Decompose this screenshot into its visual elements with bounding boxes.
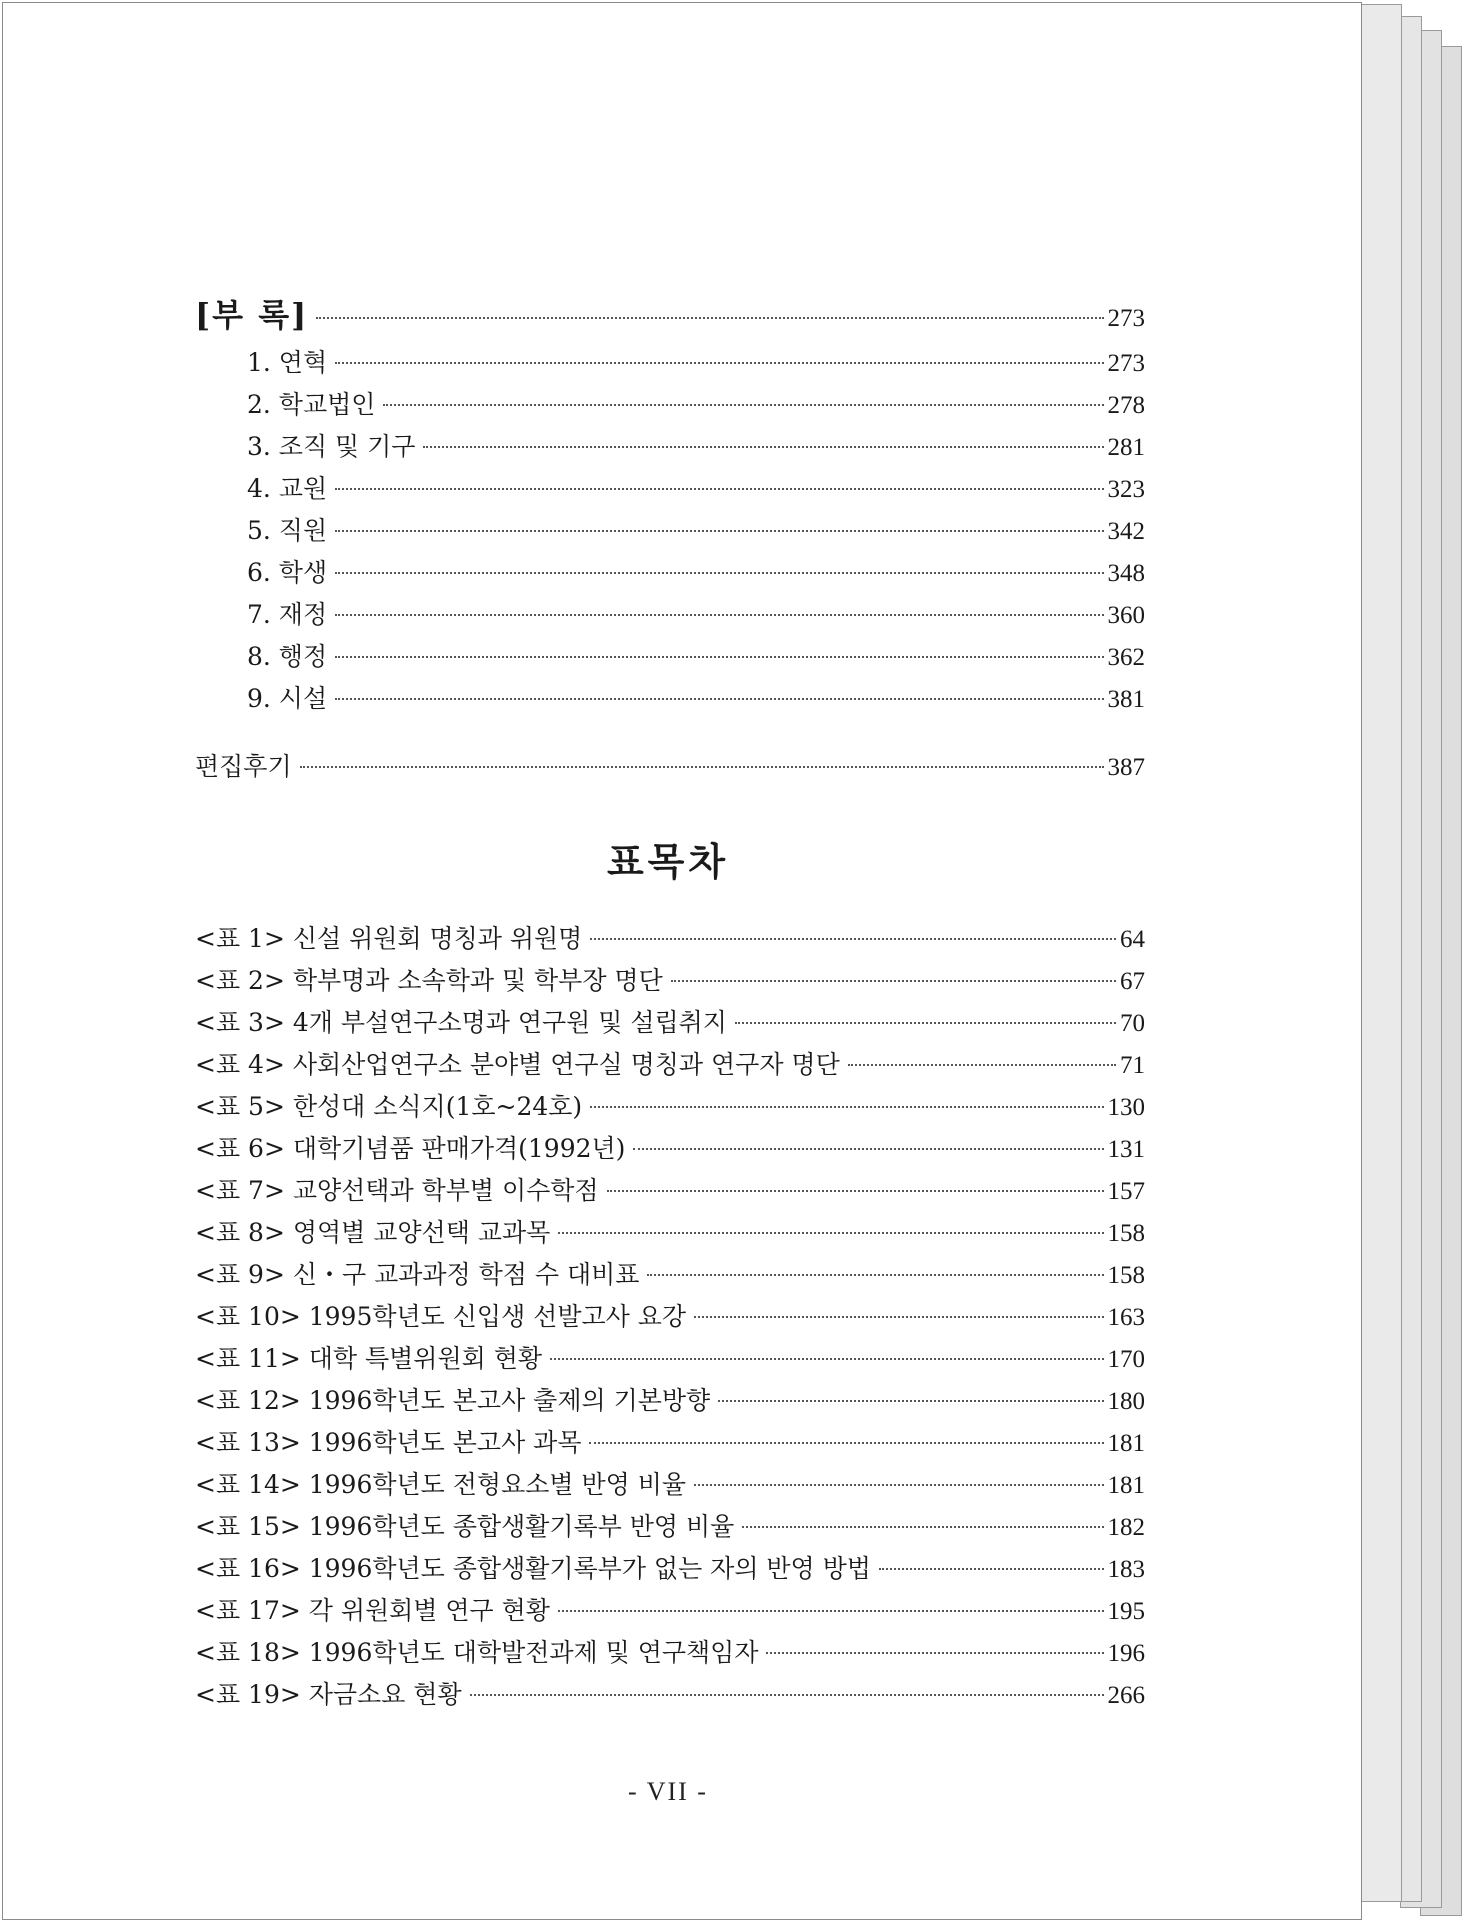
toc-entry-page: 163: [1107, 1304, 1145, 1331]
dot-leader: [335, 530, 1103, 532]
dot-leader: [590, 1106, 1103, 1108]
dot-leader: [470, 1694, 1104, 1696]
toc-entry-page: 362: [1107, 644, 1145, 671]
toc-entry-page: 360: [1107, 602, 1145, 629]
table-list-entry[interactable]: [195, 1215, 1145, 1251]
table-list-entry[interactable]: [195, 1593, 1145, 1629]
dot-leader: [335, 614, 1103, 616]
dot-leader: [694, 1316, 1103, 1318]
toc-entry-page: 70: [1120, 1010, 1145, 1037]
table-list-entry[interactable]: [195, 1341, 1145, 1377]
toc-entry-appendix[interactable]: [195, 297, 1145, 333]
dot-leader: [647, 1274, 1103, 1276]
toc-entry[interactable]: [247, 639, 1145, 675]
dot-leader: [633, 1148, 1103, 1150]
toc-entry-page: 342: [1107, 518, 1145, 545]
table-list-entry[interactable]: [195, 1257, 1145, 1293]
toc-entry[interactable]: [247, 345, 1145, 381]
toc-entry-page: 71: [1120, 1052, 1145, 1079]
dot-leader: [423, 446, 1103, 448]
toc-entry[interactable]: [247, 555, 1145, 591]
toc-entry-page: 273: [1107, 305, 1145, 332]
toc-entry-page: 273: [1107, 350, 1145, 377]
dot-leader: [335, 488, 1103, 490]
table-list-entry[interactable]: [195, 1467, 1145, 1503]
toc-entry-page: 158: [1107, 1220, 1145, 1247]
toc-entry[interactable]: [247, 513, 1145, 549]
toc-entry-afterword[interactable]: [195, 749, 1145, 785]
toc-entry-label: 6. 학생: [247, 558, 328, 587]
table-list-entry[interactable]: [195, 1131, 1145, 1167]
toc-entry-page: 181: [1107, 1430, 1145, 1457]
dot-leader: [335, 362, 1103, 364]
toc-entry-label: <표 18> 1996학년도 대학발전과제 및 연구책임자: [195, 1638, 759, 1667]
toc-entry-page: 157: [1107, 1178, 1145, 1205]
toc-entry-label: <표 6> 대학기념품 판매가격(1992년): [195, 1134, 626, 1163]
toc-entry-label: <표 15> 1996학년도 종합생활기록부 반영 비율: [195, 1512, 735, 1541]
table-list-entry[interactable]: [195, 1299, 1145, 1335]
toc-entry-page: 348: [1107, 560, 1145, 587]
toc-entry-label: <표 10> 1995학년도 신입생 선발고사 요강: [195, 1302, 687, 1331]
toc-entry-page: 323: [1107, 476, 1145, 503]
dot-leader: [718, 1400, 1103, 1402]
toc-entry-label: <표 11> 대학 특별위원회 현황: [195, 1344, 542, 1373]
toc-entry-page: 170: [1107, 1346, 1145, 1373]
toc-entry-label: <표 7> 교양선택과 학부별 이수학점: [195, 1176, 599, 1205]
toc-entry-label: <표 19> 자금소요 현황: [195, 1680, 462, 1709]
dot-leader: [607, 1190, 1104, 1192]
toc-entry-label: <표 3> 4개 부설연구소명과 연구원 및 설립취지: [195, 1008, 727, 1037]
toc-entry-label: 1. 연혁: [247, 348, 328, 377]
table-list-entry[interactable]: [195, 1173, 1145, 1209]
toc-entry-page: 387: [1107, 754, 1145, 781]
dot-leader: [335, 656, 1103, 658]
table-list-entry[interactable]: [195, 1509, 1145, 1545]
toc-entry-page: 278: [1107, 392, 1145, 419]
dot-leader: [383, 404, 1103, 406]
toc-entry[interactable]: [247, 681, 1145, 717]
toc-entry-page: 195: [1107, 1598, 1145, 1625]
toc-entry-page: 182: [1107, 1514, 1145, 1541]
toc-entry-label: [부 록]: [195, 296, 309, 334]
toc-entry-page: 130: [1107, 1094, 1145, 1121]
toc-entry-page: 381: [1107, 686, 1145, 713]
table-list-entry[interactable]: [195, 1425, 1145, 1461]
toc-entry-page: 158: [1107, 1262, 1145, 1289]
dot-leader: [300, 766, 1104, 768]
toc-entry-label: <표 16> 1996학년도 종합생활기록부가 없는 자의 반영 방법: [195, 1554, 871, 1583]
table-list-title: 표목차: [606, 839, 730, 884]
dot-leader: [590, 938, 1116, 940]
toc-entry[interactable]: [247, 471, 1145, 507]
toc-entry-label: <표 8> 영역별 교양선택 교과목: [195, 1218, 551, 1247]
table-list-entry[interactable]: [195, 921, 1145, 957]
toc-entry-label: <표 1> 신설 위원회 명칭과 위원명: [195, 924, 583, 953]
toc-entry-label: <표 4> 사회산업연구소 분야별 연구실 명칭과 연구자 명단: [195, 1050, 840, 1079]
toc-entry-label: 9. 시설: [247, 684, 328, 713]
toc-entry-page: 281: [1107, 434, 1145, 461]
toc-entry-page: 64: [1120, 926, 1145, 953]
dot-leader: [694, 1484, 1103, 1486]
toc-entry-label: 편집후기: [195, 752, 292, 781]
page-number: - VII -: [628, 1777, 708, 1806]
toc-entry-page: 67: [1120, 968, 1145, 995]
dot-leader: [335, 698, 1103, 700]
table-list-entry[interactable]: [195, 1551, 1145, 1587]
toc-entry-label: <표 17> 각 위원회별 연구 현황: [195, 1596, 550, 1625]
toc-entry[interactable]: [247, 387, 1145, 423]
dot-leader: [335, 572, 1103, 574]
toc-entry-label: 8. 행정: [247, 642, 328, 671]
toc-entry-label: <표 2> 학부명과 소속학과 및 학부장 명단: [195, 966, 663, 995]
toc-entry[interactable]: [247, 597, 1145, 633]
table-list-entry[interactable]: [195, 1047, 1145, 1083]
toc-entry-page: 180: [1107, 1388, 1145, 1415]
dot-leader: [671, 980, 1116, 982]
toc-entry-label: <표 13> 1996학년도 본고사 과목: [195, 1428, 582, 1457]
table-list-entry[interactable]: [195, 1677, 1145, 1713]
toc-entry-page: 183: [1107, 1556, 1145, 1583]
dot-leader: [848, 1064, 1116, 1066]
toc-entry-label: <표 5> 한성대 소식지(1호~24호): [195, 1092, 583, 1121]
page-edge: [1360, 4, 1402, 1902]
toc-entry-label: 4. 교원: [247, 474, 328, 503]
toc-entry-label: <표 14> 1996학년도 전형요소별 반영 비율: [195, 1470, 687, 1499]
dot-leader: [589, 1442, 1103, 1444]
dot-leader: [550, 1358, 1104, 1360]
toc-entry-label: <표 9> 신・구 교과과정 학점 수 대비표: [195, 1260, 640, 1289]
dot-leader: [735, 1022, 1116, 1024]
dot-leader: [558, 1610, 1104, 1612]
dot-leader: [879, 1568, 1104, 1570]
toc-entry-page: 181: [1107, 1472, 1145, 1499]
table-list-entry[interactable]: [195, 1635, 1145, 1671]
toc-entry-label: 3. 조직 및 기구: [247, 432, 416, 461]
toc-entry-label: 7. 재정: [247, 600, 328, 629]
table-list-entry[interactable]: [195, 963, 1145, 999]
toc-entry-page: 131: [1107, 1136, 1145, 1163]
toc-entry-label: 2. 학교법인: [247, 390, 376, 419]
table-list-entry[interactable]: [195, 1089, 1145, 1125]
toc-entry-label: <표 12> 1996학년도 본고사 출제의 기본방향: [195, 1386, 711, 1415]
dot-leader: [558, 1232, 1103, 1234]
document-page: [2, 2, 1362, 1920]
table-list-entry[interactable]: [195, 1005, 1145, 1041]
dot-leader: [742, 1526, 1103, 1528]
toc-entry-page: 266: [1107, 1682, 1145, 1709]
toc-entry-label: 5. 직원: [247, 516, 328, 545]
table-list-entry[interactable]: [195, 1383, 1145, 1419]
dot-leader: [766, 1652, 1103, 1654]
toc-entry-page: 196: [1107, 1640, 1145, 1667]
toc-entry[interactable]: [247, 429, 1145, 465]
dot-leader: [316, 317, 1103, 319]
